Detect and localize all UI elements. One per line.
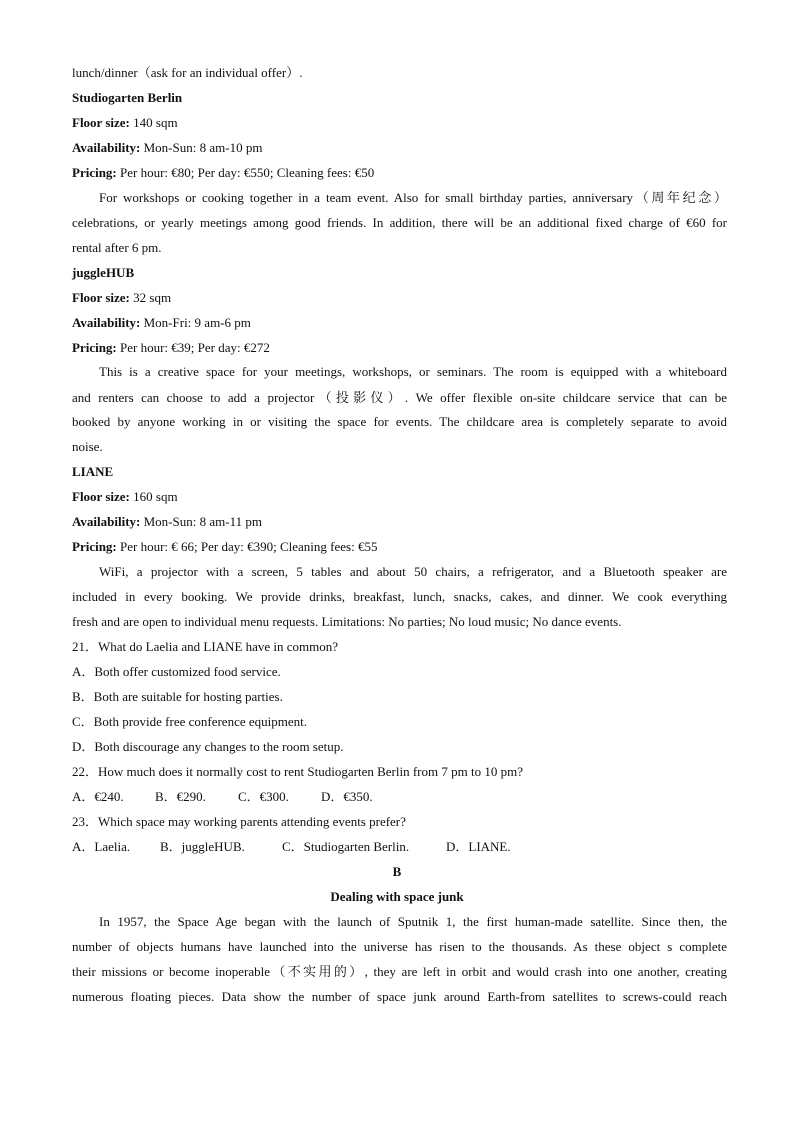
- option-23-c: C．Studiogarten Berlin.: [282, 839, 410, 854]
- question-22: 22．How much does it normally cost to rent Studiogarten Berlin from 7 pm to 10 pm?: [72, 764, 523, 779]
- paragraph-line: WiFi, a projector with a screen, 5 tables and about 50 chairs, a refrigerator, and a Bluetooth speaker are: [99, 564, 727, 579]
- availability-value: Mon-Sun: 8 am-11 pm: [140, 514, 262, 529]
- option-23-d: D．LIANE.: [446, 839, 511, 854]
- floor-size-label: Floor size:: [72, 489, 130, 504]
- jugglehub-floor-size: [72, 290, 727, 306]
- floor-size-label: Floor size:: [72, 115, 130, 130]
- paragraph-line: and renters can choose to add a projector（投影仪）. We offer flexible on-site childcare service that can be: [72, 390, 727, 405]
- pricing-value: Per hour: €39; Per day: €272: [116, 340, 270, 355]
- jugglehub-pricing: [72, 340, 727, 356]
- paragraph-line: number of objects humans have launched into the universe has risen to the thousands. As these object s complete: [72, 939, 727, 954]
- studiogarten-availability: [72, 140, 727, 156]
- pricing-label: Pricing:: [72, 340, 117, 355]
- text-line: lunch/dinner（ask for an individual offer）.: [72, 65, 303, 80]
- availability-value: Mon-Sun: 8 am-10 pm: [140, 140, 263, 155]
- floor-size-value: 32 sqm: [129, 290, 172, 305]
- floor-size-value: 160 sqm: [129, 489, 178, 504]
- option-22-a: A．€240.: [72, 789, 124, 804]
- option-21-a: A．Both offer customized food service.: [72, 664, 281, 679]
- venue-name-jugglehub: juggleHUB: [72, 265, 135, 280]
- paragraph-line: booked by anyone working in or visiting the space for events. The childcare area is completely separate to avoid: [72, 414, 727, 429]
- section-title: Dealing with space junk: [330, 889, 464, 904]
- liane-availability: [72, 514, 727, 530]
- question-21: 21．What do Laelia and LIANE have in common?: [72, 639, 339, 654]
- option-23-b: B．juggleHUB.: [160, 839, 245, 854]
- jugglehub-availability: [72, 315, 727, 331]
- pricing-value: Per hour: € 66; Per day: €390; Cleaning fees: €55: [116, 539, 378, 554]
- paragraph-line: fresh and are open to individual menu requests. Limitations: No parties; No loud music; No dance events.: [72, 614, 622, 629]
- venue-name-studiogarten: Studiogarten Berlin: [72, 90, 183, 105]
- question-23: 23．Which space may working parents attending events prefer?: [72, 814, 406, 829]
- paragraph-line: included in every booking. We provide drinks, breakfast, lunch, snacks, cakes, and dinner. We cook everything: [72, 589, 727, 604]
- option-23-a: A．Laelia.: [72, 839, 131, 854]
- studiogarten-pricing: [72, 165, 727, 181]
- liane-pricing: [72, 539, 727, 555]
- floor-size-label: Floor size:: [72, 290, 130, 305]
- floor-size-value: 140 sqm: [129, 115, 178, 130]
- section-letter: B: [392, 864, 402, 879]
- paragraph-line: numerous floating pieces. Data show the number of space junk around Earth-from satellites to screws-could reach: [72, 989, 727, 1004]
- option-21-c: C．Both provide free conference equipment.: [72, 714, 307, 729]
- pricing-label: Pricing:: [72, 539, 117, 554]
- option-22-c: C．€300.: [238, 789, 289, 804]
- options-23: [72, 839, 727, 855]
- option-22-b: B．€290.: [155, 789, 206, 804]
- paragraph-line: This is a creative space for your meetings, workshops, or seminars. The room is equipped with a whiteboard: [99, 364, 727, 379]
- availability-label: Availability:: [72, 315, 141, 330]
- paragraph-line: rental after 6 pm.: [72, 240, 162, 255]
- availability-label: Availability:: [72, 140, 141, 155]
- liane-floor-size: [72, 489, 727, 505]
- paragraph-line: celebrations, or yearly meetings among good friends. In addition, there will be an additional fixed charge of €60 for: [72, 215, 727, 230]
- paragraph-line: their missions or become inoperable（不实用的）, they are left in orbit and would crash into one another, creating: [72, 964, 727, 979]
- paragraph-line: In 1957, the Space Age began with the launch of Sputnik 1, the first human-made satellite. Since then, the: [99, 914, 727, 929]
- paragraph-line: For workshops or cooking together in a team event. Also for small birthday parties, anniversary（周年纪念）: [99, 190, 727, 205]
- option-21-d: D．Both discourage any changes to the room setup.: [72, 739, 344, 754]
- options-22: [72, 789, 727, 805]
- availability-label: Availability:: [72, 514, 141, 529]
- venue-name-liane: LIANE: [72, 464, 114, 479]
- pricing-label: Pricing:: [72, 165, 117, 180]
- availability-value: Mon-Fri: 9 am-6 pm: [140, 315, 251, 330]
- pricing-value: Per hour: €80; Per day: €550; Cleaning fees: €50: [116, 165, 375, 180]
- paragraph-line: noise.: [72, 439, 103, 454]
- option-22-d: D．€350.: [321, 789, 373, 804]
- studiogarten-floor-size: [72, 115, 727, 131]
- option-21-b: B．Both are suitable for hosting parties.: [72, 689, 283, 704]
